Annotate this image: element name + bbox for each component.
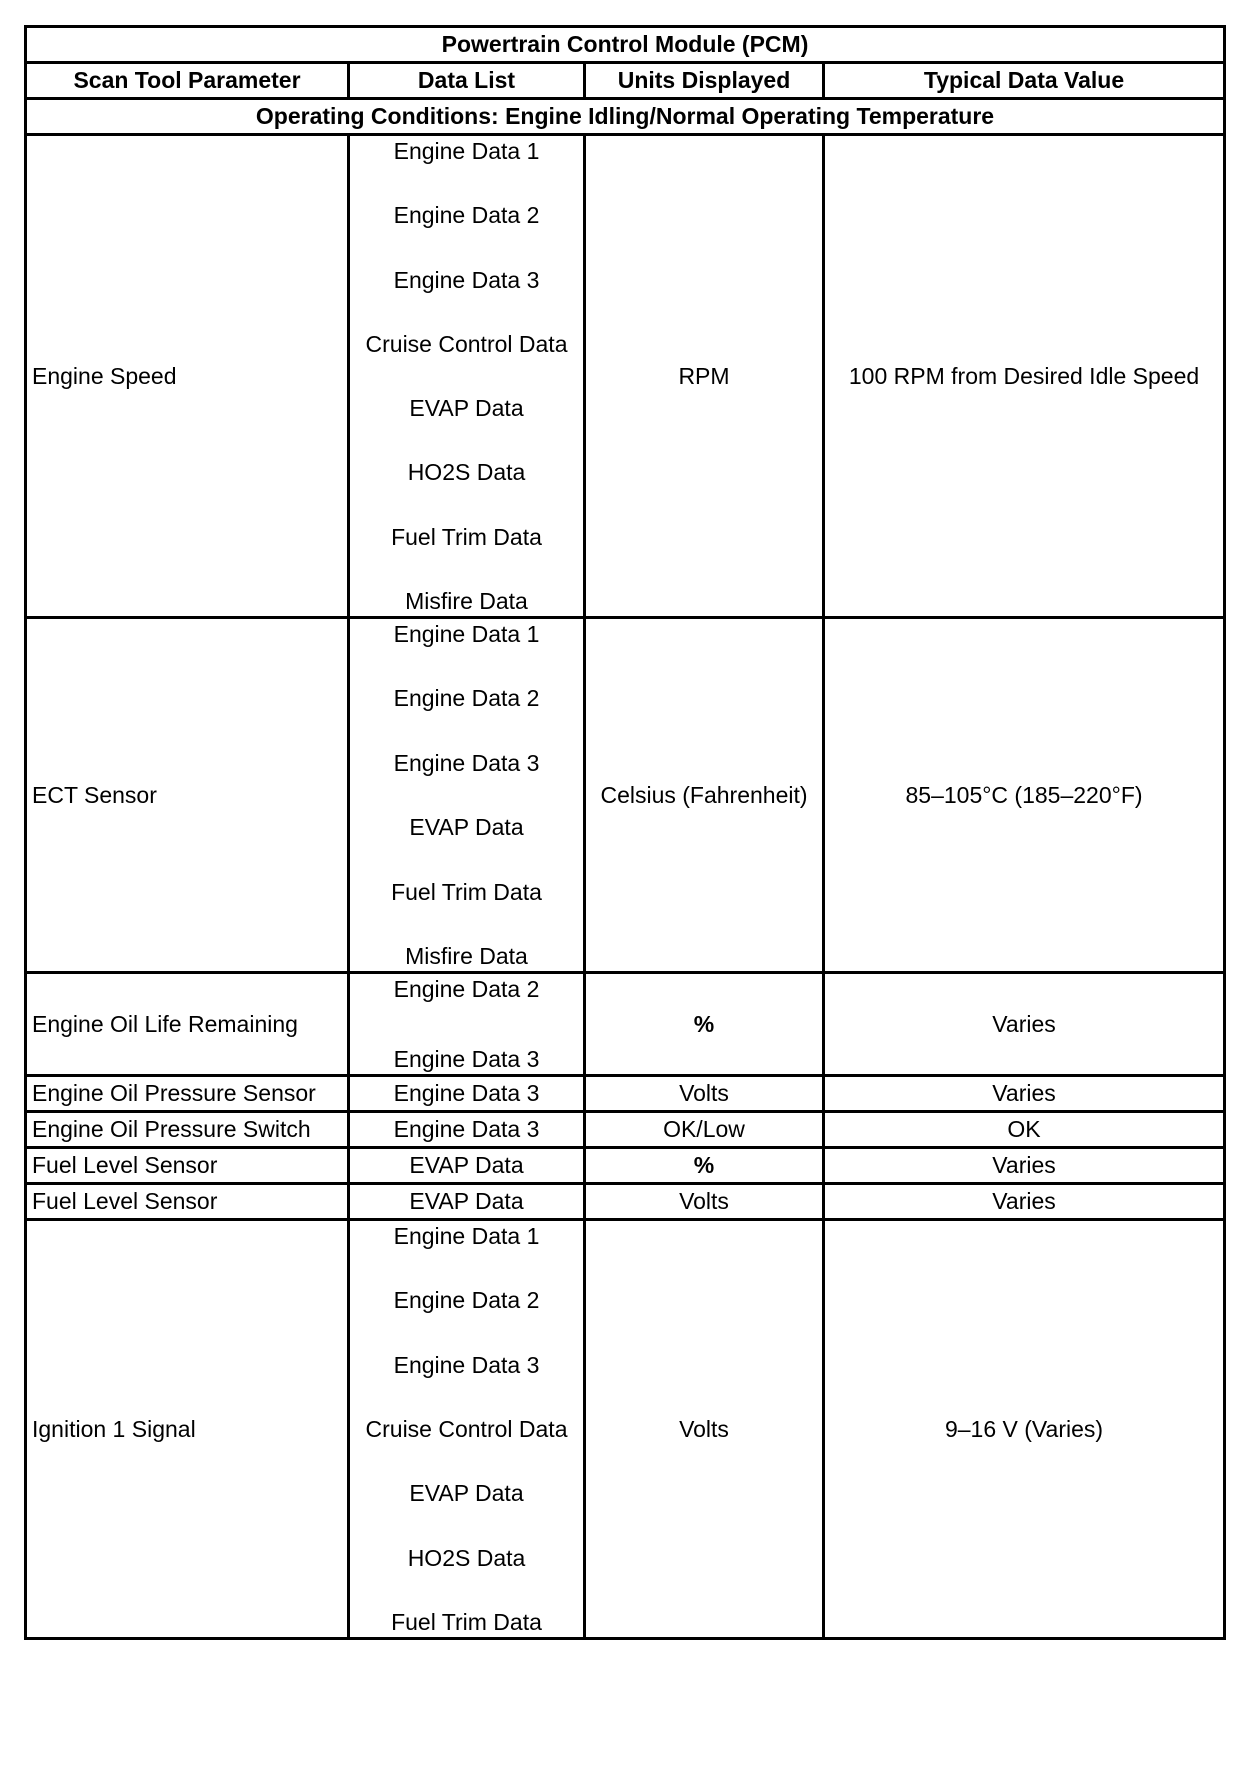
cell-parameter: Engine Speed — [26, 135, 349, 618]
cell-units: % — [585, 1148, 824, 1184]
data-list-item: Engine Data 2 — [393, 1287, 540, 1314]
table-row — [26, 1148, 1225, 1184]
cell-units: Volts — [585, 1184, 824, 1220]
table-row — [26, 1112, 1225, 1148]
header-typical-data-value: Typical Data Value — [824, 63, 1225, 99]
cell-parameter: ECT Sensor — [26, 618, 349, 973]
cell-units: Volts — [585, 1220, 824, 1639]
cell-typical-value: 100 RPM from Desired Idle Speed — [824, 135, 1225, 618]
data-list-item: Misfire Data — [405, 587, 528, 614]
data-list-item: EVAP Data — [409, 1480, 524, 1507]
pcm-data-table — [24, 25, 1226, 1640]
cell-units: % — [585, 973, 824, 1076]
cell-data-list: Engine Data 3 — [349, 1112, 585, 1148]
table-row — [26, 1220, 1225, 1639]
operating-conditions: Operating Conditions: Engine Idling/Normal Operating Temperature — [26, 99, 1225, 135]
cell-typical-value: Varies — [824, 973, 1225, 1076]
header-scan-tool-parameter: Scan Tool Parameter — [26, 63, 349, 99]
data-list-item: EVAP Data — [409, 814, 524, 841]
cell-units: RPM — [585, 135, 824, 618]
data-list-item: Fuel Trim Data — [391, 1608, 542, 1635]
table-row — [26, 1076, 1225, 1112]
header-units-displayed: Units Displayed — [585, 63, 824, 99]
data-list-item: EVAP Data — [409, 395, 524, 422]
cell-data-list: EVAP Data — [349, 1148, 585, 1184]
data-list-item: Misfire Data — [405, 942, 528, 969]
cell-data-list: EVAP Data — [349, 1184, 585, 1220]
cell-data-list — [349, 135, 585, 618]
cell-units: Celsius (Fahrenheit) — [585, 618, 824, 973]
table-title-row — [26, 27, 1225, 63]
cell-typical-value: OK — [824, 1112, 1225, 1148]
data-list-item: Engine Data 3 — [393, 749, 540, 776]
operating-conditions-row — [26, 99, 1225, 135]
data-list-item: HO2S Data — [407, 1544, 526, 1571]
data-list-item: Engine Data 3 — [393, 1046, 540, 1072]
data-list-item: Fuel Trim Data — [391, 878, 542, 905]
cell-parameter: Ignition 1 Signal — [26, 1220, 349, 1639]
data-list-item: Engine Data 2 — [393, 202, 540, 229]
cell-data-list — [349, 1220, 585, 1639]
cell-typical-value: 85–105°C (185–220°F) — [824, 618, 1225, 973]
data-list-item: Engine Data 1 — [393, 621, 540, 647]
cell-parameter: Fuel Level Sensor — [26, 1148, 349, 1184]
data-list-item: Engine Data 2 — [393, 976, 540, 1002]
data-list-item: Engine Data 2 — [393, 685, 540, 712]
cell-data-list: Engine Data 3 — [349, 1076, 585, 1112]
cell-parameter: Engine Oil Life Remaining — [26, 973, 349, 1076]
cell-parameter: Engine Oil Pressure Sensor — [26, 1076, 349, 1112]
header-data-list: Data List — [349, 63, 585, 99]
table-row — [26, 135, 1225, 618]
cell-parameter: Fuel Level Sensor — [26, 1184, 349, 1220]
cell-parameter: Engine Oil Pressure Switch — [26, 1112, 349, 1148]
cell-typical-value: Varies — [824, 1076, 1225, 1112]
table-row — [26, 1184, 1225, 1220]
table-header-row — [26, 63, 1225, 99]
cell-data-list — [349, 618, 585, 973]
table-title: Powertrain Control Module (PCM) — [26, 27, 1225, 63]
table-row — [26, 973, 1225, 1076]
data-list-item: Engine Data 3 — [393, 266, 540, 293]
cell-typical-value: Varies — [824, 1148, 1225, 1184]
data-list-item: Cruise Control Data — [365, 330, 568, 357]
data-list-item: Fuel Trim Data — [391, 523, 542, 550]
cell-data-list — [349, 973, 585, 1076]
data-list-item: HO2S Data — [407, 459, 526, 486]
cell-units: Volts — [585, 1076, 824, 1112]
cell-typical-value: 9–16 V (Varies) — [824, 1220, 1225, 1639]
data-list-item: Engine Data 1 — [393, 138, 540, 164]
data-list-item: Cruise Control Data — [365, 1415, 568, 1442]
cell-units: OK/Low — [585, 1112, 824, 1148]
data-list-item: Engine Data 1 — [393, 1223, 540, 1249]
data-list-item: Engine Data 3 — [393, 1351, 540, 1378]
cell-typical-value: Varies — [824, 1184, 1225, 1220]
table-row — [26, 618, 1225, 973]
